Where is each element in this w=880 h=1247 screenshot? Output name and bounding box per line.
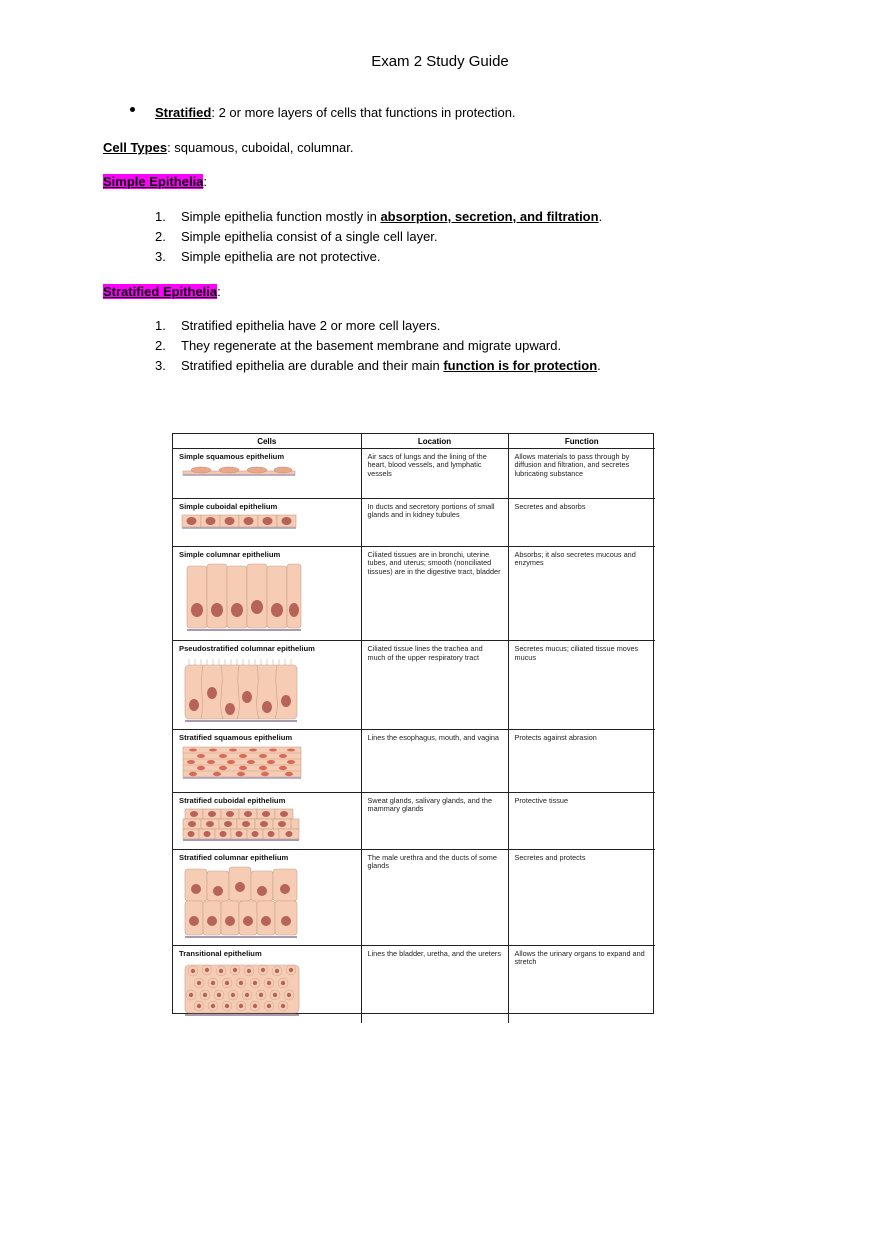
pseudostratified-illustration	[179, 657, 304, 725]
table-row	[173, 547, 655, 641]
term-cell-types: Cell Types	[103, 140, 168, 155]
function-cell: Allows materials to pass through by diffusion and filtration, and secretes lubricating substance	[508, 449, 655, 499]
function-cell: Protects against abrasion	[508, 729, 655, 792]
cell-type-name: Simple squamous epithelium	[179, 452, 285, 461]
bullet-icon	[130, 107, 135, 112]
list-text-end: .	[597, 358, 601, 373]
cell-types-line	[103, 139, 354, 156]
table-row	[173, 499, 655, 547]
epithelium-table	[173, 434, 655, 1023]
cell-type-name: Transitional epithelium	[179, 948, 262, 958]
list-number: 1.	[155, 318, 166, 333]
epithelium-table-figure	[172, 433, 654, 1014]
simple-heading-highlight: Simple Epithelia	[103, 174, 204, 189]
location-cell: Lines the esophagus, mouth, and vagina	[361, 729, 508, 792]
list-number: 3.	[155, 358, 166, 373]
function-cell: Allows the urinary organs to expand and stretch	[508, 945, 655, 1023]
cell-type-name: Simple columnar epithelium	[179, 550, 281, 559]
cell-types-text: : squamous, cuboidal, columnar.	[167, 140, 354, 155]
location-cell: In ducts and secretory portions of small glands and in kidney tubules	[361, 499, 508, 547]
list-number: 1.	[155, 209, 166, 224]
cell-type-name: Stratified columnar epithelium	[179, 852, 289, 862]
intro-bullet	[155, 104, 516, 121]
list-emphasis: absorption, secretion, and filtration	[380, 209, 599, 224]
table-row	[173, 792, 655, 849]
function-cell: Protective tissue	[508, 792, 655, 849]
cell-type-name: Pseudostratified columnar epithelium	[179, 644, 315, 654]
function-cell: Secretes and absorbs	[508, 499, 655, 547]
simple-squamous-illustration	[179, 464, 299, 476]
stratified-cuboidal-illustration	[179, 808, 304, 844]
location-cell: The male urethra and the ducts of some glands	[361, 849, 508, 945]
list-text: Simple epithelia function mostly in	[181, 209, 381, 224]
location-cell: Ciliated tissue lines the trachea and much of the upper respiratory tract	[361, 641, 508, 729]
function-cell: Secretes mucus; ciliated tissue moves mucus	[508, 641, 655, 729]
list-text: Stratified epithelia are durable and their main	[181, 358, 444, 373]
column-header-location: Location	[361, 434, 508, 449]
list-number: 3.	[155, 249, 166, 264]
list-text: Simple epithelia are not protective.	[181, 249, 381, 264]
list-text-end: .	[598, 209, 603, 224]
table-row	[173, 945, 655, 1023]
term-stratified: Stratified	[155, 105, 212, 120]
simple-epithelia-heading	[103, 173, 207, 190]
cell-type-name: Stratified cuboidal epithelium	[179, 795, 286, 805]
stratified-heading-highlight: Stratified Epithelia	[103, 284, 218, 299]
location-cell: Lines the bladder, uretha, and the ureters	[361, 945, 508, 1023]
function-cell: Secretes and protects	[508, 849, 655, 945]
location-cell: Air sacs of lungs and the lining of the heart, blood vessels, and lymphatic vessels	[361, 449, 508, 499]
list-text: They regenerate at the basement membrane and migrate upward.	[181, 338, 562, 353]
table-row	[173, 849, 655, 945]
stratified-epithelia-heading	[103, 283, 221, 300]
list-text: Stratified epithelia have 2 or more cell layers.	[181, 318, 441, 333]
table-row	[173, 729, 655, 792]
simple-cuboidal-illustration	[179, 514, 304, 530]
page-title: Exam 2 Study Guide	[371, 53, 509, 70]
stratified-columnar-illustration	[179, 865, 304, 941]
simple-columnar-illustration	[179, 562, 304, 636]
location-cell: Ciliated tissues are in bronchi, uterine tubes, and uterus; smooth (nonciliated tissues) are in the digestive tract, bladder	[361, 547, 508, 641]
column-header-function: Function	[508, 434, 655, 449]
list-text: Simple epithelia consist of a single cell layer.	[181, 229, 438, 244]
location-cell: Sweat glands, salivary glands, and the mammary glands	[361, 792, 508, 849]
intro-bullet-text: : 2 or more layers of cells that functions in protection.	[211, 105, 516, 120]
function-cell: Absorbs; it also secretes mucous and enzymes	[508, 547, 655, 641]
simple-heading-colon: :	[203, 174, 208, 189]
cell-type-name: Simple cuboidal epithelium	[179, 502, 278, 511]
table-row	[173, 641, 655, 729]
stratified-squamous-illustration	[179, 745, 304, 781]
cell-type-name: Stratified squamous epithelium	[179, 732, 293, 742]
column-header-cells: Cells	[173, 434, 361, 449]
list-number: 2.	[155, 229, 166, 244]
table-row	[173, 449, 655, 499]
list-number: 2.	[155, 338, 166, 353]
list-emphasis: function is for protection	[443, 358, 598, 373]
stratified-heading-colon: :	[217, 284, 221, 299]
transitional-illustration	[179, 961, 304, 1019]
